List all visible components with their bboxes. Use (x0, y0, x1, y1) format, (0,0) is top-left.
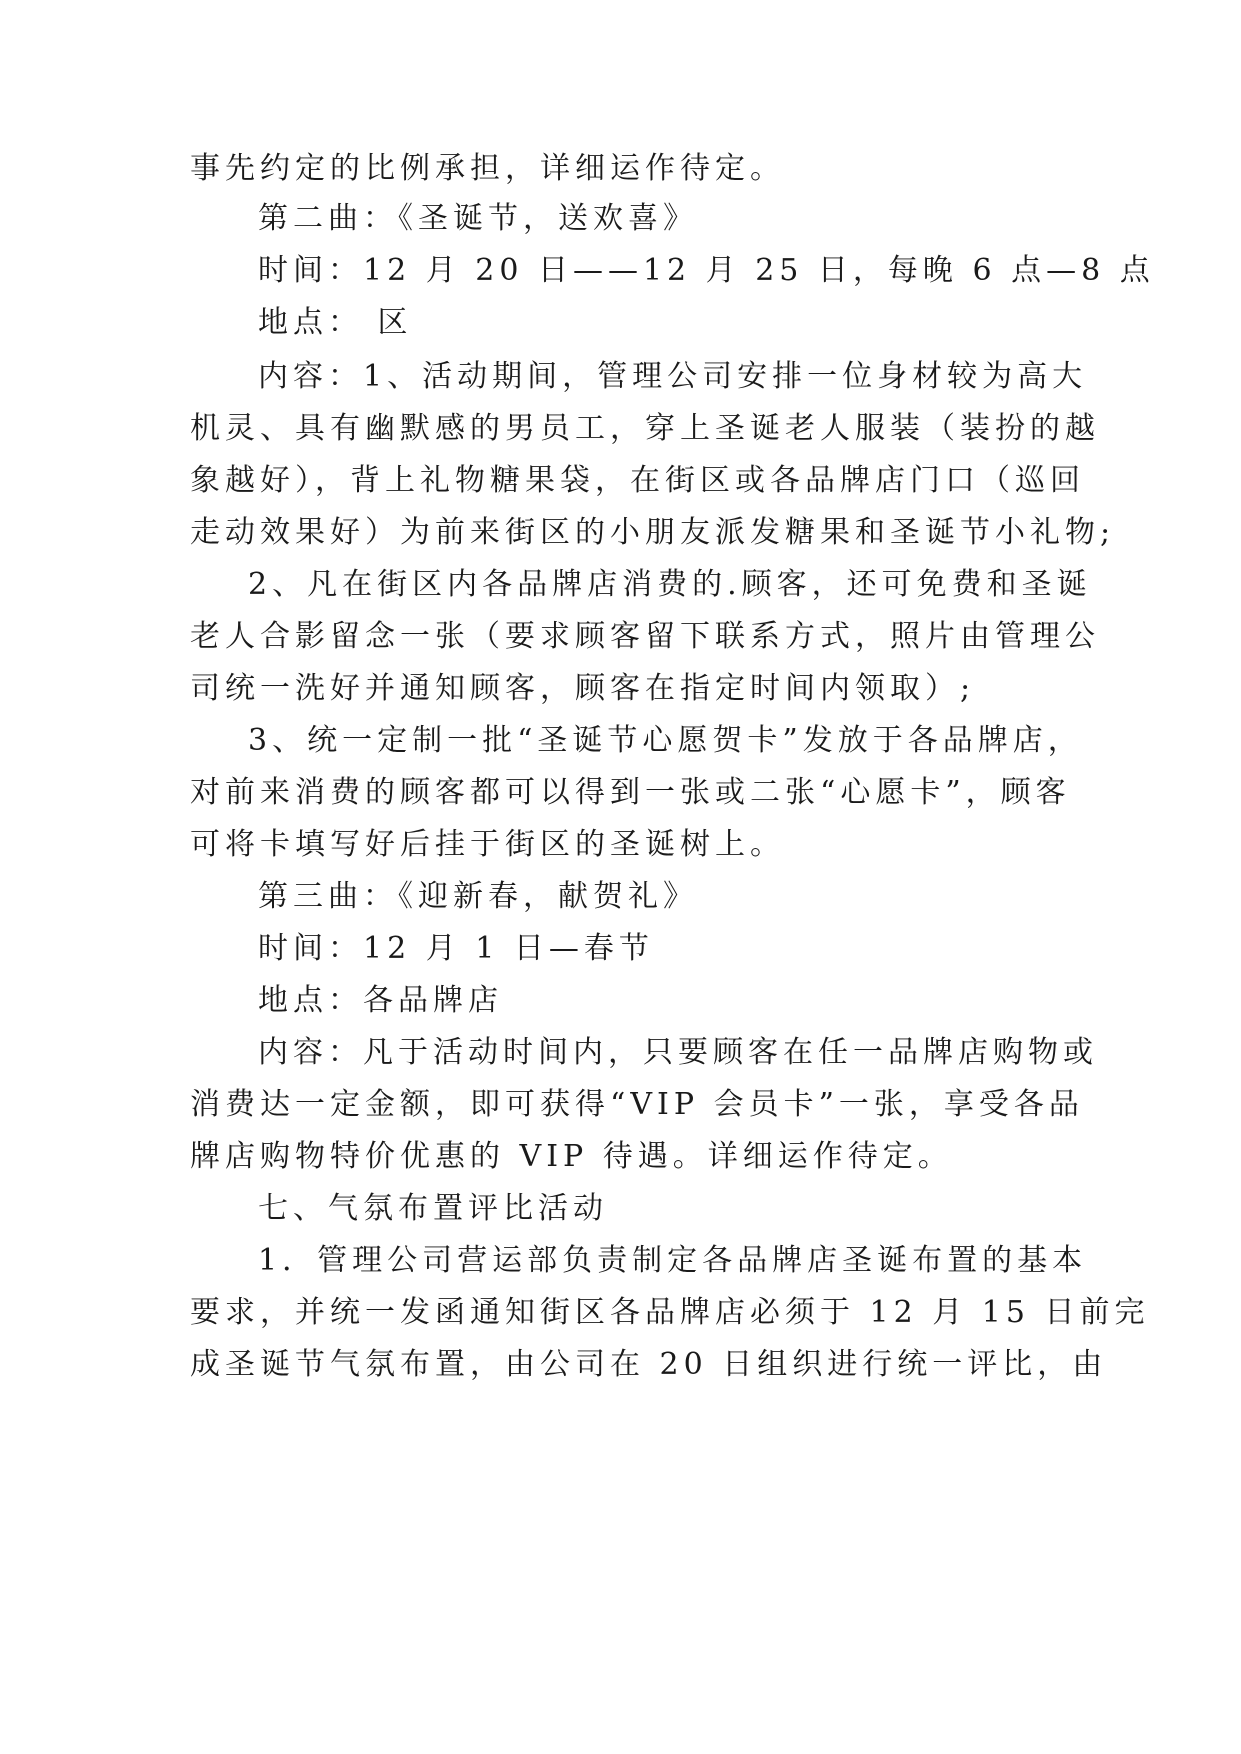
text-line: 象越好），背上礼物糖果袋，在街区或各品牌店门口（巡回 (190, 463, 1085, 498)
section-heading: 七、气氛布置评比活动 (258, 1191, 608, 1226)
text-line: 可将卡填写好后挂于街区的圣诞树上。 (190, 827, 785, 862)
text-line: 老人合影留念一张（要求顾客留下联系方式，照片由管理公 (190, 619, 1100, 654)
text-line: 要求，并统一发函通知街区各品牌店必须于 12 月 15 日前完 (190, 1295, 1150, 1330)
text-line: 内容：凡于活动时间内，只要顾客在任一品牌店购物或 (258, 1035, 1098, 1070)
text-line: 成圣诞节气氛布置，由公司在 20 日组织进行统一评比，由 (190, 1347, 1108, 1382)
section-heading: 第三曲：《迎新春，献贺礼》 (258, 879, 698, 914)
text-line: 1．管理公司营运部负责制定各品牌店圣诞布置的基本 (258, 1243, 1088, 1278)
text-line: 消费达一定金额，即可获得“VIP 会员卡”一张，享受各品 (190, 1087, 1084, 1122)
text-line: 走动效果好）为前来街区的小朋友派发糖果和圣诞节小礼物; (190, 515, 1116, 550)
text-line: 司统一洗好并通知顾客，顾客在指定时间内领取）; (190, 671, 976, 706)
text-line: 时间：12 月 20 日——12 月 25 日，每晚 6 点—8 点 (258, 253, 1155, 288)
text-line: 对前来消费的顾客都可以得到一张或二张“心愿卡”，顾客 (190, 775, 1071, 810)
text-line: 事先约定的比例承担，详细运作待定。 (190, 151, 785, 186)
text-line: 地点： 区 (258, 305, 413, 340)
section-heading: 第二曲：《圣诞节，送欢喜》 (258, 201, 698, 236)
text-line: 时间：12 月 1 日—春节 (258, 931, 654, 966)
text-line: 牌店购物特价优惠的 VIP 待遇。详细运作待定。 (190, 1139, 953, 1174)
text-line: 3、统一定制一批“圣诞节心愿贺卡”发放于各品牌店， (248, 723, 1083, 758)
text-line: 2、凡在街区内各品牌店消费的.顾客，还可免费和圣诞 (248, 567, 1092, 602)
text-line: 地点：各品牌店 (258, 983, 503, 1018)
text-line: 内容：1、活动期间，管理公司安排一位身材较为高大 (258, 359, 1088, 394)
text-line: 机灵、具有幽默感的男员工，穿上圣诞老人服装（装扮的越 (190, 411, 1100, 446)
document-page (190, 0, 1155, 1754)
